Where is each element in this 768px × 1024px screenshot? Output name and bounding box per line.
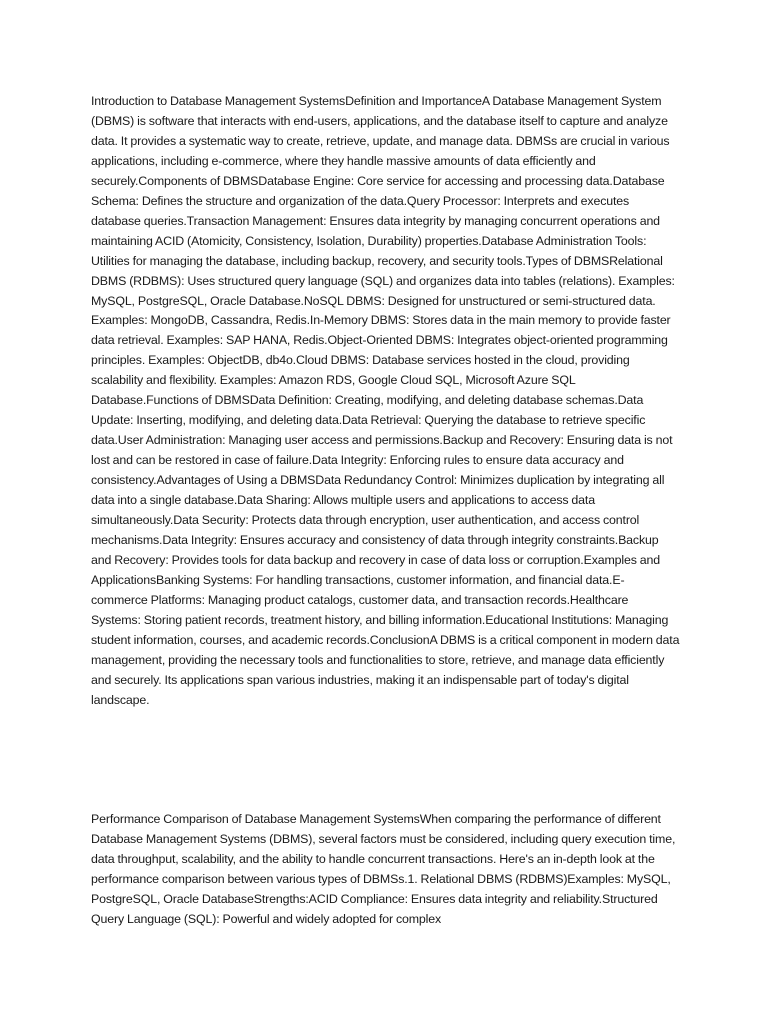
paragraph-introduction-dbms: Introduction to Database Management SystemsDefinition and ImportanceA Database Management System (DBMS) is software that interacts with end-users, applications, and the database itself to capture and analyze data. It provides a systematic way to create, retrieve, update, and manage data. DBMSs are crucial in various applications, including e-commerce, where they handle massive amounts of data efficiently and securely.Components of DBMSDatabase Engine: Core service for accessing and processing data.Database Schema: Defines the structure and organization of the data.Query Processor: Interprets and executes database queries.Transaction Management: Ensures data integrity by managing concurrent operations and maintaining ACID (Atomicity, Consistency, Isolation, Durability) properties.Database Administration Tools: Utilities for managing the database, including backup, recovery, and security tools.Types of DBMSRelational DBMS (RDBMS): Uses structured query language (SQL) and organizes data into tables (relations). Examples: MySQL, PostgreSQL, Oracle Database.NoSQL DBMS: Designed for unstructured or semi-structured data. Examples: MongoDB, Cassandra, Redis.In-Memory DBMS: Stores data in the main memory to provide faster data retrieval. Examples: SAP HANA, Redis.Object-Oriented DBMS: Integrates object-oriented programming principles. Examples: ObjectDB, db4o.Cloud DBMS: Database services hosted in the cloud, providing scalability and flexibility. Examples: Amazon RDS, Google Cloud SQL, Microsoft Azure SQL Database.Functions of DBMSData Definition: Creating, modifying, and deleting database schemas.Data Update: Inserting, modifying, and deleting data.Data Retrieval: Querying the database to retrieve specific data.User Administration: Managing user access and permissions.Backup and Recovery: Ensuring data is not lost and can be restored in case of failure.Data Integrity: Enforcing rules to ensure data accuracy and consistency.Advantages of Using a DBMSData Redundancy Control: Minimizes duplication by integrating all data into a single database.Data Sharing: Allows multiple users and applications to access data simultaneously.Data Security: Protects data through encryption, user authentication, and access control mechanisms.Data Integrity: Ensures accuracy and consistency of data through integrity constraints.Backup and Recovery: Provides tools for data backup and recovery in case of data loss or corruption.Examples and ApplicationsBanking Systems: For handling transactions, customer information, and financial data.E-commerce Platforms: Managing product catalogs, customer data, and transaction records.Healthcare Systems: Storing patient records, treatment history, and billing information.Educational Institutions: Managing student information, courses, and academic records.ConclusionA DBMS is a critical component in modern data management, providing the necessary tools and functionalities to store, retrieve, and manage data efficiently and securely. Its applications span various industries, making it an indispensable part of today's digital landscape. — [91, 94, 680, 707]
paragraph-performance-comparison: Performance Comparison of Database Management SystemsWhen comparing the performance of different Database Management Systems (DBMS), several factors must be considered, including query execution time, data throughput, scalability, and the ability to handle concurrent transactions. Here's an in-depth look at the performance comparison between various types of DBMSs.1. Relational DBMS (RDBMS)Examples: MySQL, PostgreSQL, Oracle DatabaseStrengths:ACID Compliance: Ensures data integrity and reliability.Structured Query Language (SQL): Powerful and widely adopted for complex — [91, 812, 676, 926]
